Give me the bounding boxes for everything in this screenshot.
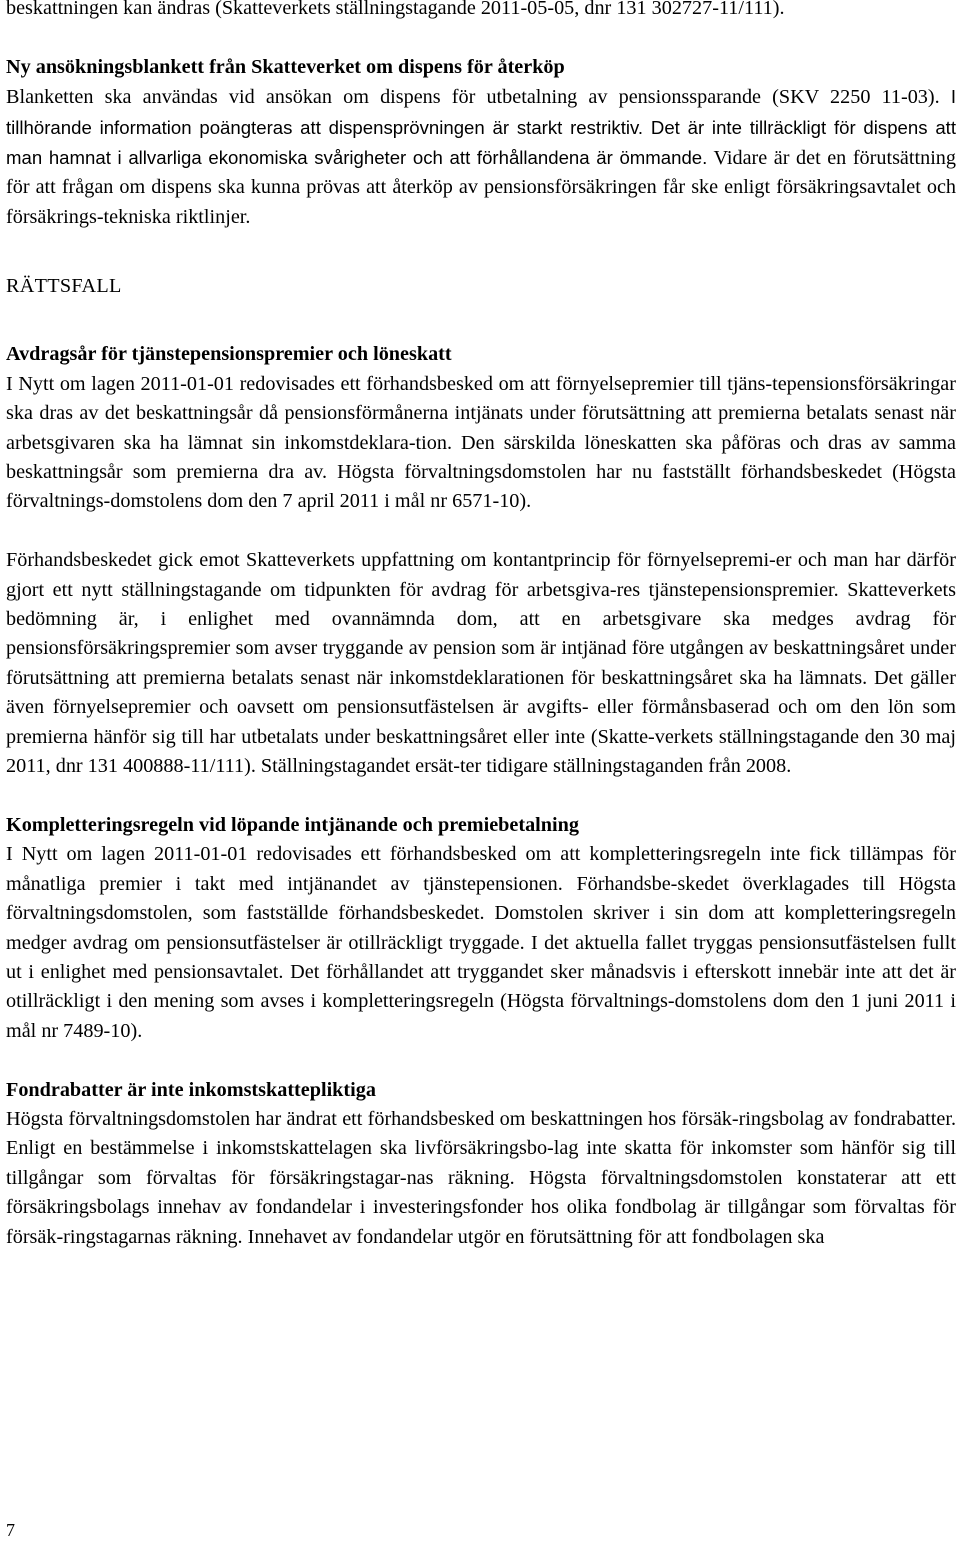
fondrabatter-paragraph: Högsta förvaltningsdomstolen har ändrat ett förhandsbesked om beskattningen hos försäk-ringsbolag av fondrabatter. Enligt en bestämmelse i inkomstskattelagen ska livförsäkringsbo-lag inte skatta för inkomster som hänför sig till tillgångar som förvaltas för försäkringstagar-nas räkning. Högsta förvaltningsdomstolen konstaterar att ett försäkringsbolags innehav av fondandelar i investeringsfonder hos olika fondbolag är tillgångar som förvaltas för försäk-ringstagarnas räkning. Innehavet av fondandelar utgör en förutsättning för att fondbolagen ska — [6, 1107, 956, 1248]
blankett-text-b: I tillhörande information poängteras att dispensprövningen är starkt restriktiv. Det är inte tillräckligt för dispens att man hamnat i allvarliga ekonomiska svårigheter och att förhållandena är ömmande. — [6, 86, 956, 169]
section-label: RÄTTSFALL — [6, 274, 122, 297]
spacer — [6, 23, 956, 52]
spacer — [6, 232, 956, 242]
komplettering-heading: Kompletteringsregeln vid löpande intjänande och premiebetalning — [6, 813, 579, 836]
blankett-text-c: Vidare är det en förutsättning för att frågan om dispens ska kunna prövas att återköp av pensionsförsäkringen får ske enligt försäkringsavtalet och försäkrings-tekniska riktlinjer. — [6, 147, 956, 228]
spacer — [6, 517, 956, 546]
spacer — [6, 782, 956, 811]
document-page — [6, 0, 956, 1252]
komplettering-paragraph: I Nytt om lagen 2011-01-01 redovisades ett förhandsbesked om att kompletteringsregeln inte fick tillämpas för månatliga premier i takt med intjänandet av tjänstepensionen. Förhandsbe-skedet överklagades till Högsta förvaltningsdomstolen, som fastställde förhandsbeskedet. Domstolen skriver i sin dom att kompletteringsregeln medger avdrag om pensionsutfästelser är otillräckligt tryggade. I det aktuella fallet tryggas pensionsutfästelsen fullt ut i enlighet med pensionsavtalet. Det förhållandet att tryggandet sker månadsvis i efterskott innebär inte att det är otillräckligt i den mening som avses i kompletteringsregeln (Högsta förvaltnings-domstolens dom den 1 juni 2011 i mål nr 7489-10). — [6, 843, 956, 1042]
page-number: 7 — [6, 1520, 15, 1540]
blankett-text-a: Blanketten ska användas vid ansökan om dispens för utbetalning av pensionssparande (SKV 2250 11-03). — [6, 86, 951, 109]
blankett-paragraph — [6, 82, 956, 232]
fondrabatter-heading: Fondrabatter är inte inkomstskattepliktiga — [6, 1078, 376, 1101]
spacer — [6, 1046, 956, 1075]
forhandsbesked-paragraph: Förhandsbeskedet gick emot Skatteverkets uppfattning om kontantprincip för förnyelsepremi-er och man har därför gjort ett nytt ställningstagande om tidpunkten för avdrag för arbetsgiva-res tjänstepensionspremier. Skatteverkets bedömning är, i enlighet med ovannämnda dom, att en arbetsgivare ska medges avdrag för pensionsförsäkringspremier som avser tryggande av pension som är intjänad före utgången av beskattningsåret under förutsättning att premierna betalats senast när inkomstdeklarationen för beskattningsåret ska ha lämnats. Det gäller även förnyelsepremier och oavsett om pensionsutfästelsen är avgifts- eller förmånsbaserad och om den lön som premierna hänför sig till har utbetalats under beskattningsåret eller inte (Skatte-verkets ställningstagande den 30 maj 2011, dnr 131 400888-11/111). Ställningstagandet ersät-ter tidigare ställningstaganden från 2008. — [6, 549, 956, 778]
spacer — [6, 242, 956, 271]
spacer — [6, 311, 956, 340]
spacer — [6, 301, 956, 311]
blankett-heading: Ny ansökningsblankett från Skatteverket om dispens för återköp — [6, 55, 565, 78]
avdragsar-heading: Avdragsår för tjänstepensionspremier och löneskatt — [6, 343, 452, 366]
avdragsar-paragraph: I Nytt om lagen 2011-01-01 redovisades ett förhandsbesked om att förnyelsepremier till tjäns-tepensionsförsäkringar ska dras av det beskattningsår då pensionsförmånerna intjänats under förutsättning att premierna betalats senast när arbetsgivaren ska ha lämnat sin inkomstdeklara-tion. Den särskilda löneskatten ska påföras och dras av samma beskattningsår som premierna dra av. Högsta förvaltningsdomstolen har nu fastställt förhandsbeskedet (Högsta förvaltnings-domstolens dom den 7 april 2011 i mål nr 6571-10). — [6, 372, 956, 513]
intro-paragraph: beskattningen kan ändras (Skatteverkets ställningstagande 2011-05-05, dnr 131 302727-11/111). — [6, 0, 785, 19]
